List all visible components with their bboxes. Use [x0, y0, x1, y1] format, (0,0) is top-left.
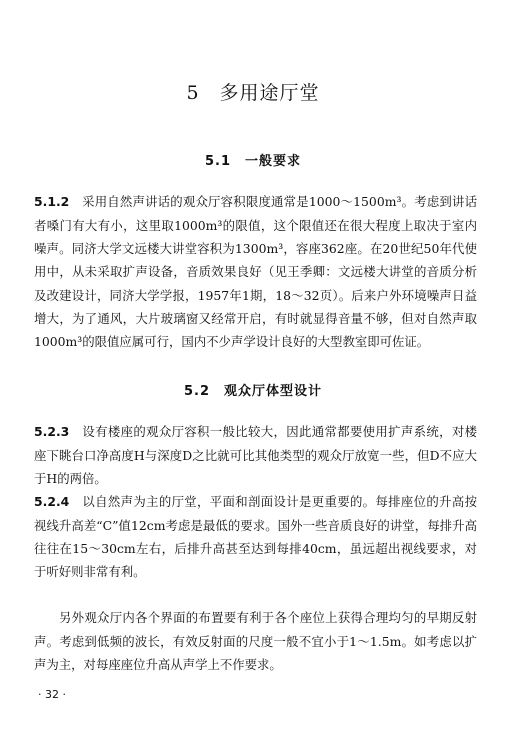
clause-text: 以自然声为主的厅堂，平面和剖面设计是更重要的。每排座位的升高按视线升高差“C”值12cm考虑是最低的要求。国外一些音质良好的讲堂，每排升高往往在15～30cm左右，后排升高甚至达到每排40cm，虽远超出视线要求，对于听好则非常有利。: [34, 494, 478, 580]
section-title-hall-shape-design: 5.2 观众厅体型设计: [183, 384, 323, 399]
clause-number: 5.2.4: [34, 494, 70, 510]
clause-5-2-4: [34, 490, 477, 583]
chapter-title: 5 多用途厅堂: [186, 82, 320, 104]
paragraph-reflections: 另外观众厅内各个界面的布置要有利于各个座位上获得合理均匀的早期反射声。考虑到低频的波长，有效反射面的尺度一般不宜小于1～1.5m。如考虑以扩声为主，对每座座位升高从声学上不作要求。: [34, 610, 477, 672]
clause-5-2-3: [34, 420, 477, 490]
page-number: · 32 ·: [38, 688, 66, 701]
clause-text: 设有楼座的观众厅容积一般比较大，因此通常都要使用扩声系统，对楼座下眺台口净高度H与深度D之比就可比其他类型的观众厅放宽一些，但D不应大于H的两倍。: [34, 424, 478, 486]
clause-number: 5.2.3: [34, 424, 70, 440]
section-title-general-requirements: 5.1 一般要求: [204, 154, 302, 169]
clause-text: 采用自然声讲话的观众厅容积限度通常是1000～1500m³。考虑到讲话者嗓门有大有小，这里取1000m³的限值，这个限值还在很大程度上取决于室内噪声。同济大学文远楼大讲堂容积为1300m³，容座362座。在20世纪50年代使用中，从未采取扩声设备，音质效果良好（见王季卿：文远楼大讲堂的音质分析及改建设计，同济大学学报，1957年1期，18～32页）。后来户外环境噪声日益增大，为了通风，大片玻璃窗又经常开启，有时就显得音量不够，但对自然声取1000m³的限值应属可行，国内不少声学设计良好的大型教室即可佐证。: [34, 194, 477, 350]
clause-5-1-2: [34, 190, 477, 353]
clause-number: 5.1.2: [34, 194, 70, 210]
